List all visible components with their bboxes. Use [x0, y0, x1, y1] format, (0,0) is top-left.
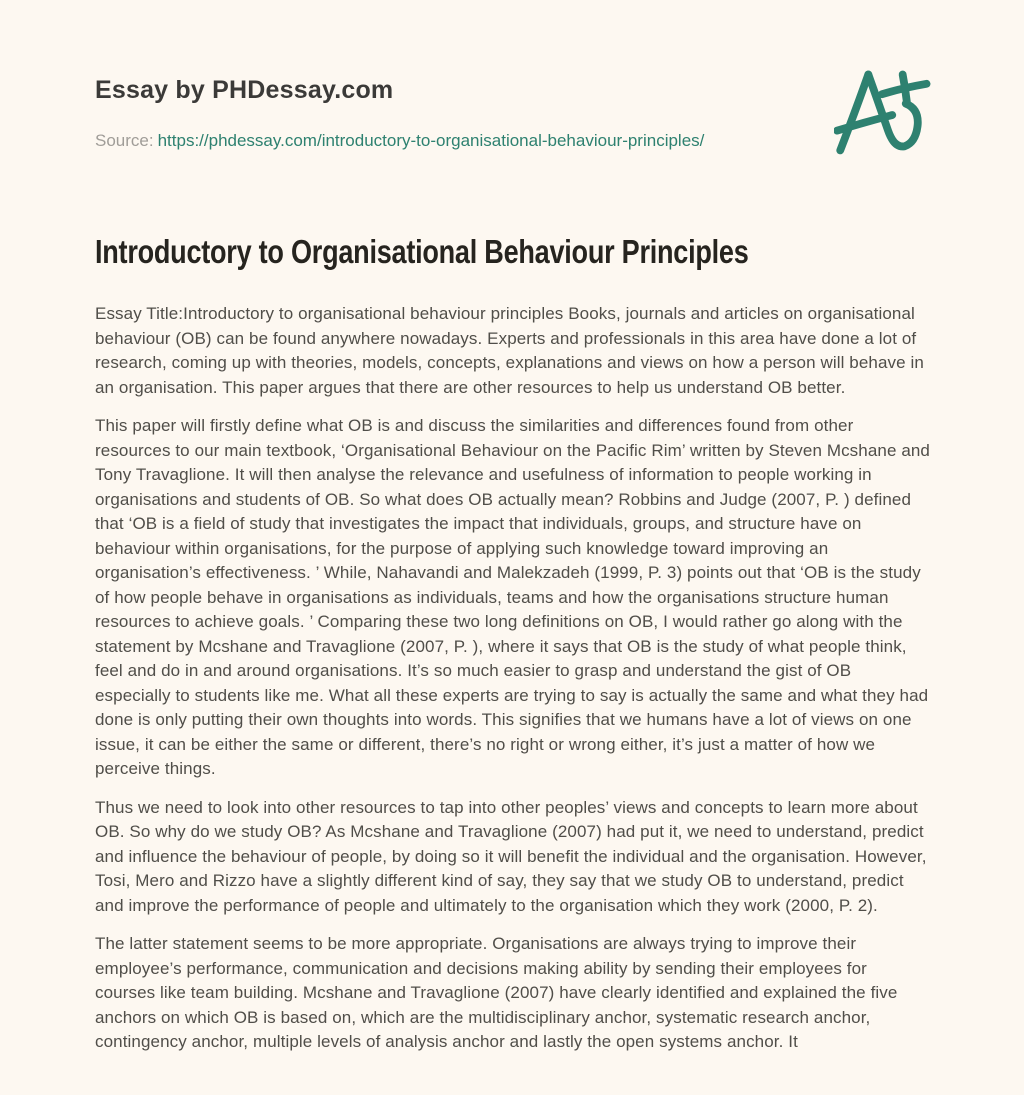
- essay-paragraph: This paper will firstly define what OB is and discuss the similarities and differences found from other resources to our main textbook, ‘Organisational Behaviour on the Pacific Rim’ written by Steven Mcshane and Tony Travaglione. It will then analyse the relevance and usefulness of information to people working in organisations and students of OB. So what does OB actually mean? Robbins and Judge (2007, P. ) defined that ‘OB is a field of study that investigates the impact that individuals, groups, and structure have on behaviour within organisations, for the purpose of applying such knowledge toward improving an organisation’s effectiveness. ’ While, Nahavandi and Malekzadeh (1999, P. 3) points out that ‘OB is the study of how people behave in organisations as individuals, teams and how the organisations structure human resources to achieve goals. ’ Comparing these two long definitions on OB, I would rather go along with the statement by Mcshane and Travaglione (2007, P. ), where it says that OB is the study of what people think, feel and do in and around organisations. It’s so much easier to grasp and understand the gist of OB especially to students like me. What all these experts are trying to say is actually the same and what they had done is only putting their own thoughts into words. This signifies that we humans have a lot of views on one issue, it can be either the same or different, there’s no right or wrong either, it’s just a matter of how we perceive things.: [95, 416, 930, 778]
- essay-body: [95, 302, 930, 1055]
- essay-paragraph: Essay Title:Introductory to organisational behaviour principles Books, journals and articles on organisational behaviour (OB) can be found anywhere nowadays. Experts and professionals in this area have done a lot of research, coming up with theories, models, concepts, explanations and views on how a person will behave in an organisation. This paper argues that there are other resources to help us understand OB better.: [95, 304, 924, 397]
- site-byline: Essay by PHDessay.com: [95, 76, 394, 104]
- essay-paragraph: The latter statement seems to be more appropriate. Organisations are always trying to improve their employee’s performance, communication and decisions making ability by sending their employees for courses like team building. Mcshane and Travaglione (2007) have clearly identified and explained the five anchors on which OB is based on, which are the multidisciplinary anchor, systematic research anchor, contingency anchor, multiple levels of analysis anchor and lastly the open systems anchor. It: [95, 934, 898, 1051]
- source-line: [95, 131, 930, 151]
- a-plus-logo-icon: [834, 62, 938, 166]
- essay-paragraph: Thus we need to look into other resources to tap into other peoples’ views and concepts to learn more about OB. So why do we study OB? As Mcshane and Travaglione (2007) had put it, we need to understand, predict and influence the behaviour of people, by doing so it will benefit the individual and the organisation. However, Tosi, Mero and Rizzo have a slightly different kind of say, they say that we study OB to understand, predict and improve the performance of people and ultimately to the organisation which they work (2000, P. 2).: [95, 797, 927, 915]
- page-title: [95, 233, 930, 271]
- source-label: Source:: [95, 131, 154, 150]
- page-title-text: Introductory to Organisational Behaviour Principles: [95, 233, 749, 270]
- source-url-link[interactable]: https://phdessay.com/introductory-to-organisational-behaviour-principles/: [157, 131, 705, 150]
